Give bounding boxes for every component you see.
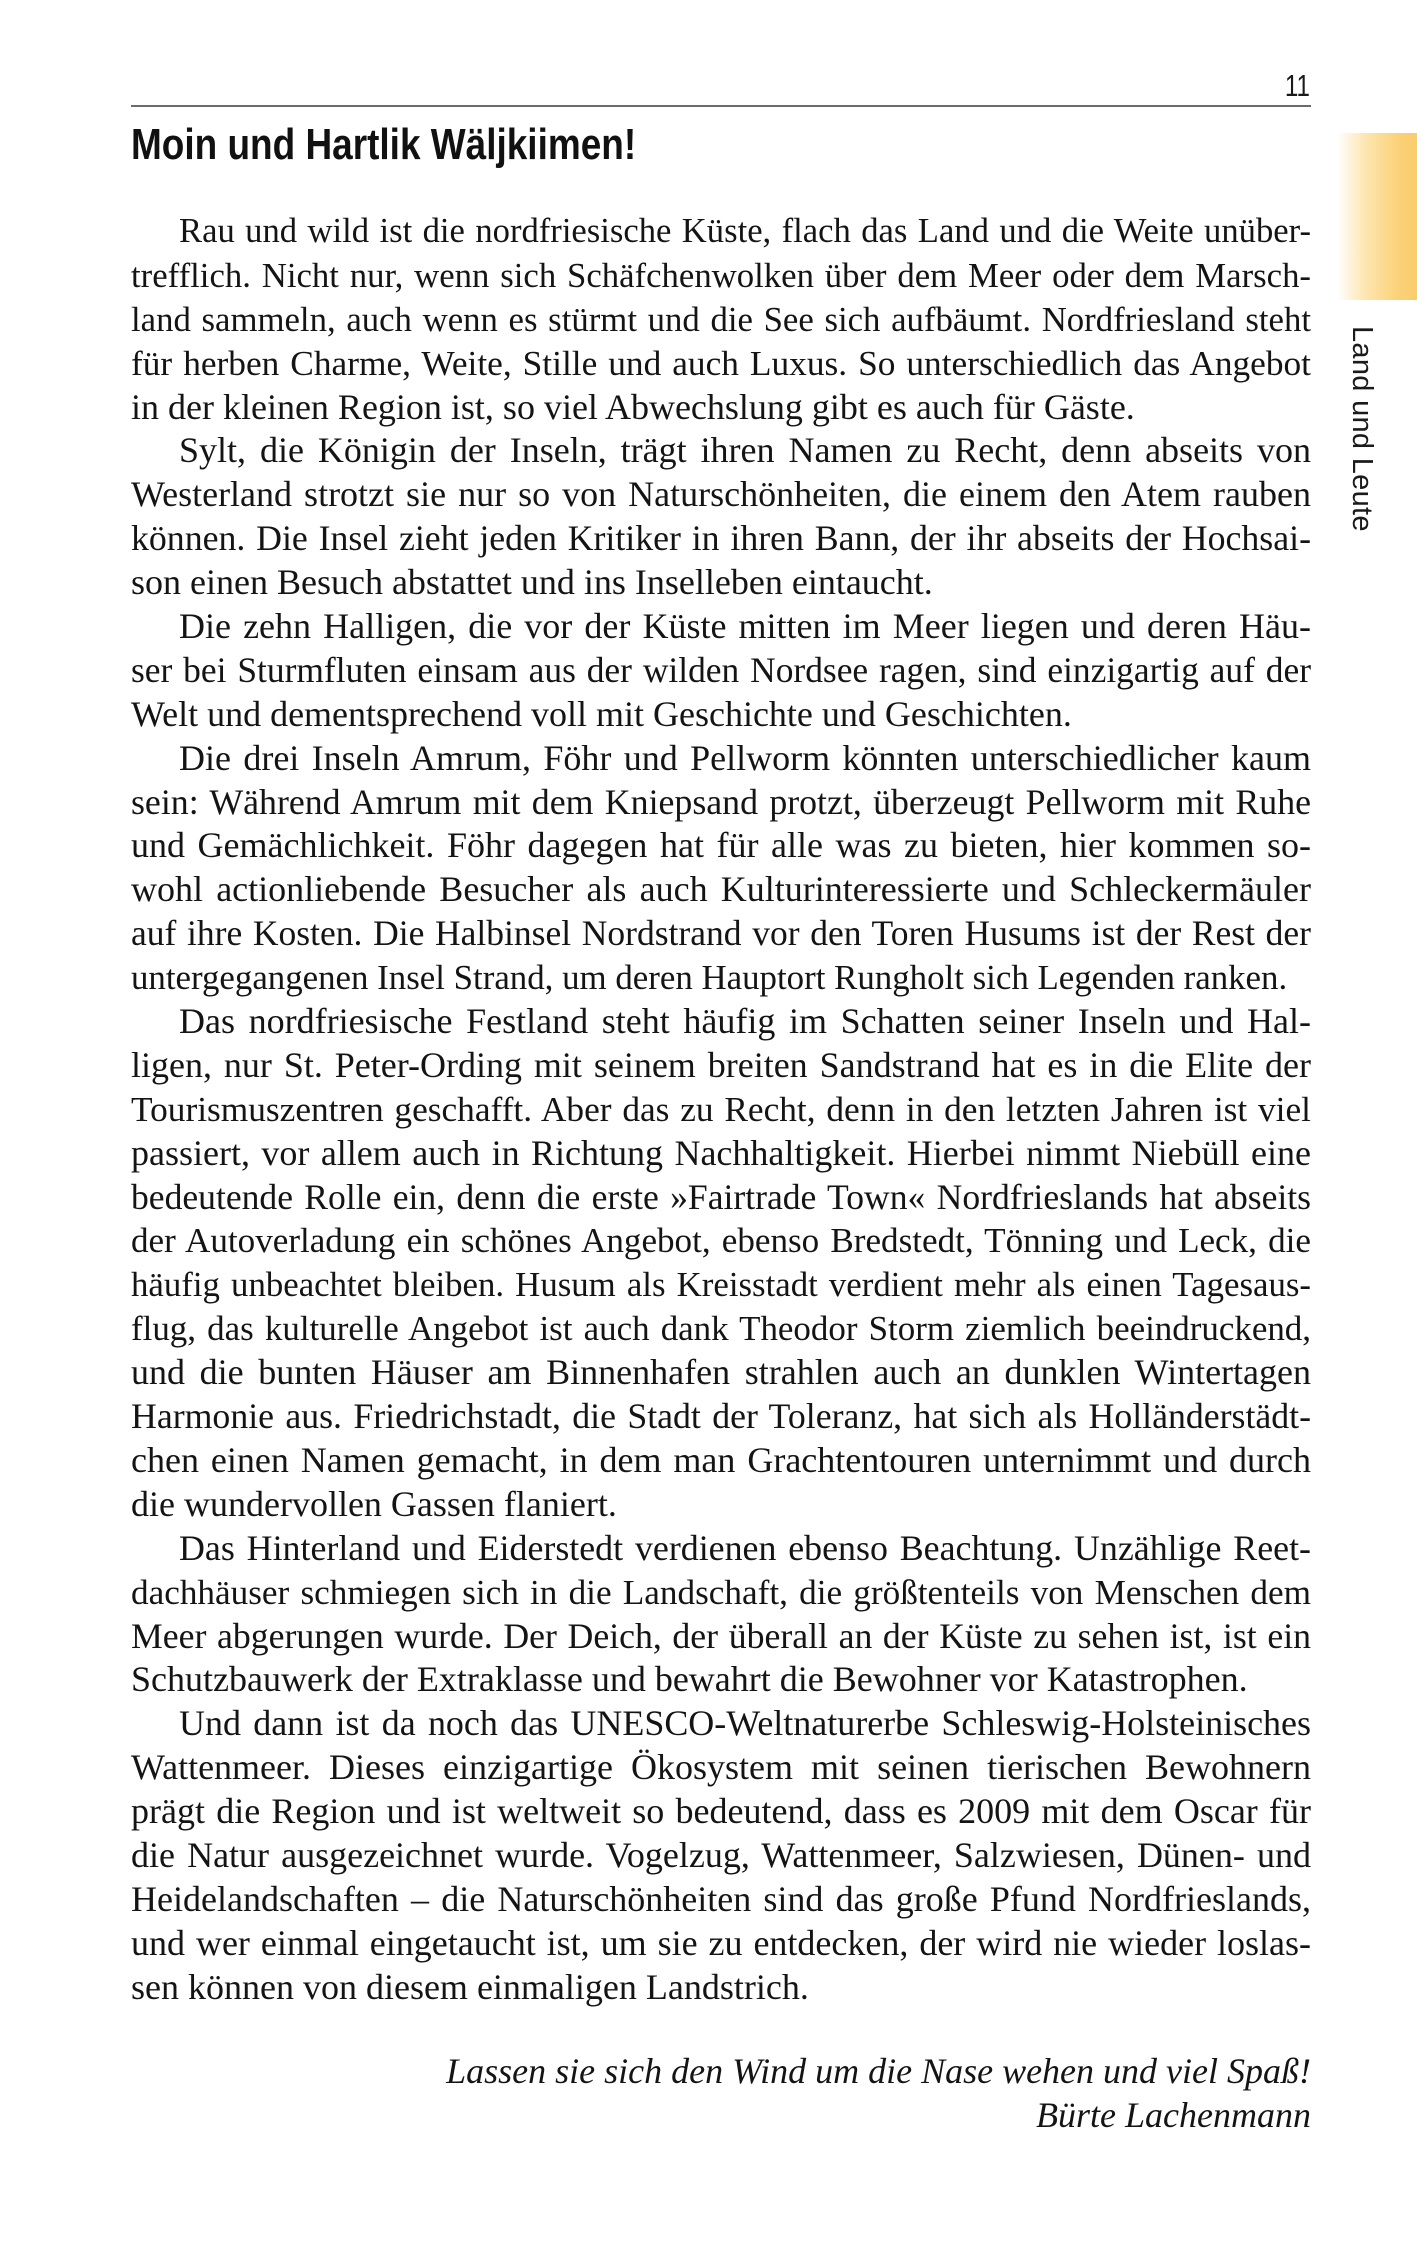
text-line: passiert, vor allem auch in Richtung Nachhaltigkeit. Hierbei nimmt Niebüll eine — [131, 1132, 1311, 1173]
closing-line: Lassen sie sich den Wind um die Nase wehen und viel Spaß! — [446, 2051, 1311, 2091]
paragraph — [131, 210, 1311, 429]
paragraph — [131, 429, 1311, 605]
text-line: chen einen Namen gemacht, in dem man Grachtentouren unternimmt und durch — [131, 1439, 1311, 1480]
body-text — [131, 210, 1311, 2010]
paragraph — [131, 1000, 1311, 1527]
paragraph — [131, 1702, 1311, 2009]
text-line: Rau und wild ist die nordfriesische Küste, flach das Land und die Weite unüber- — [179, 212, 1311, 250]
text-line: Die zehn Halligen, die vor der Küste mitten im Meer liegen und deren Häu- — [179, 606, 1311, 647]
text-line: Westerland strotzt sie nur so von Naturschönheiten, die einem den Atem rauben — [131, 474, 1311, 515]
text-line: sein: Während Amrum mit dem Kniepsand protzt, überzeugt Pellworm mit Ruhe — [131, 781, 1311, 822]
text-line: Die drei Inseln Amrum, Föhr und Pellworm könnten unterschiedlicher kaum — [179, 737, 1311, 778]
text-line: flug, das kulturelle Angebot ist auch dank Theodor Storm ziemlich beeindruckend, — [131, 1309, 1311, 1349]
text-line: können. Die Insel zieht jeden Kritiker in ihren Bann, der ihr abseits der Hochsai- — [131, 518, 1311, 559]
text-line: Harmonie aus. Friedrichstadt, die Stadt der Toleranz, hat sich als Holländerstädt- — [131, 1396, 1311, 1437]
text-line: Meer abgerungen wurde. Der Deich, der überall an der Küste zu sehen ist, ist ein — [131, 1615, 1311, 1656]
text-line: land sammeln, auch wenn es stürmt und die See sich aufbäumt. Nordfriesland steht — [131, 299, 1311, 339]
text-line: und Gemächlichkeit. Föhr dagegen hat für alle was zu bieten, hier kommen so- — [131, 825, 1311, 866]
text-line: Tourismuszentren geschafft. Aber das zu Recht, denn in den letzten Jahren ist viel — [131, 1089, 1311, 1129]
section-tab-marker — [1337, 133, 1417, 300]
text-line: der Autoverladung ein schönes Angebot, ebenso Bredstedt, Tönning und Leck, die — [131, 1221, 1311, 1261]
text-line: die wundervollen Gassen flaniert. — [131, 1483, 617, 1524]
text-line: Heidelandschaften – die Naturschönheiten sind das große Pfund Nordfrieslands, — [131, 1878, 1311, 1919]
text-line: und wer einmal eingetaucht ist, um sie zu entdecken, der wird nie wieder loslas- — [131, 1922, 1311, 1963]
page-number: 11 — [1284, 68, 1310, 103]
section-label: Land und Leute — [1346, 326, 1378, 532]
page-title: Moin und Hartlik Wäljkiimen! — [131, 120, 637, 169]
text-line: trefflich. Nicht nur, wenn sich Schäfchenwolken über dem Meer oder dem Marsch- — [131, 255, 1311, 295]
text-line: auf ihre Kosten. Die Halbinsel Nordstrand vor den Toren Husums ist der Rest der — [131, 913, 1311, 954]
text-line: Und dann ist da noch das UNESCO-Weltnaturerbe Schleswig-Holsteinisches — [179, 1703, 1311, 1744]
text-line: Das Hinterland und Eiderstedt verdienen ebenso Beachtung. Unzählige Reet- — [179, 1527, 1311, 1568]
text-line: son einen Besuch abstattet und ins Inselleben eintaucht. — [131, 562, 933, 603]
closing — [446, 2050, 1311, 2138]
text-line: bedeutende Rolle ein, denn die erste »Fairtrade Town« Nordfrieslands hat abseits — [131, 1176, 1311, 1217]
text-line: sen können von diesem einmaligen Landstrich. — [131, 1966, 809, 2007]
text-line: für herben Charme, Weite, Stille und auch Luxus. So unterschiedlich das Angebot — [131, 343, 1311, 383]
text-line: untergegangenen Insel Strand, um deren Hauptort Rungholt sich Legenden ranken. — [131, 958, 1288, 998]
paragraph — [131, 1527, 1311, 1703]
text-line: Wattenmeer. Dieses einzigartige Ökosystem mit seinen tierischen Bewohnern — [131, 1747, 1311, 1788]
text-line: ligen, nur St. Peter-Ording mit seinem breiten Sandstrand hat es in die Elite der — [131, 1044, 1311, 1085]
text-line: wohl actionliebende Besucher als auch Kulturinteressierte und Schleckermäuler — [131, 869, 1311, 910]
text-line: die Natur ausgezeichnet wurde. Vogelzug, Wattenmeer, Salzwiesen, Dünen- und — [131, 1834, 1311, 1875]
closing-author: Bürte Lachenmann — [1036, 2094, 1311, 2135]
text-line: Schutzbauwerk der Extraklasse und bewahrt die Bewohner vor Katastrophen. — [131, 1659, 1248, 1700]
text-line: ser bei Sturmfluten einsam aus der wilden Nordsee ragen, sind einzigartig auf der — [131, 649, 1311, 690]
paragraph — [131, 605, 1311, 737]
header-rule — [131, 105, 1311, 107]
text-line: häufig unbeachtet bleiben. Husum als Kreisstadt verdient mehr als einen Tagesaus- — [131, 1265, 1311, 1305]
text-line: Sylt, die Königin der Inseln, trägt ihren Namen zu Recht, denn abseits von — [179, 430, 1311, 471]
text-line: dachhäuser schmiegen sich in die Landschaft, die größtenteils von Menschen dem — [131, 1572, 1311, 1612]
text-line: in der kleinen Region ist, so viel Abwechslung gibt es auch für Gäste. — [131, 386, 1135, 427]
text-line: Das nordfriesische Festland steht häufig im Schatten seiner Inseln und Hal- — [179, 1001, 1311, 1042]
text-line: Welt und dementsprechend voll mit Geschichte und Geschichten. — [131, 693, 1072, 734]
paragraph — [131, 737, 1311, 1000]
text-line: und die bunten Häuser am Binnenhafen strahlen auch an dunklen Wintertagen — [131, 1352, 1311, 1393]
text-line: prägt die Region und ist weltweit so bedeutend, dass es 2009 mit dem Oscar für — [131, 1791, 1311, 1832]
